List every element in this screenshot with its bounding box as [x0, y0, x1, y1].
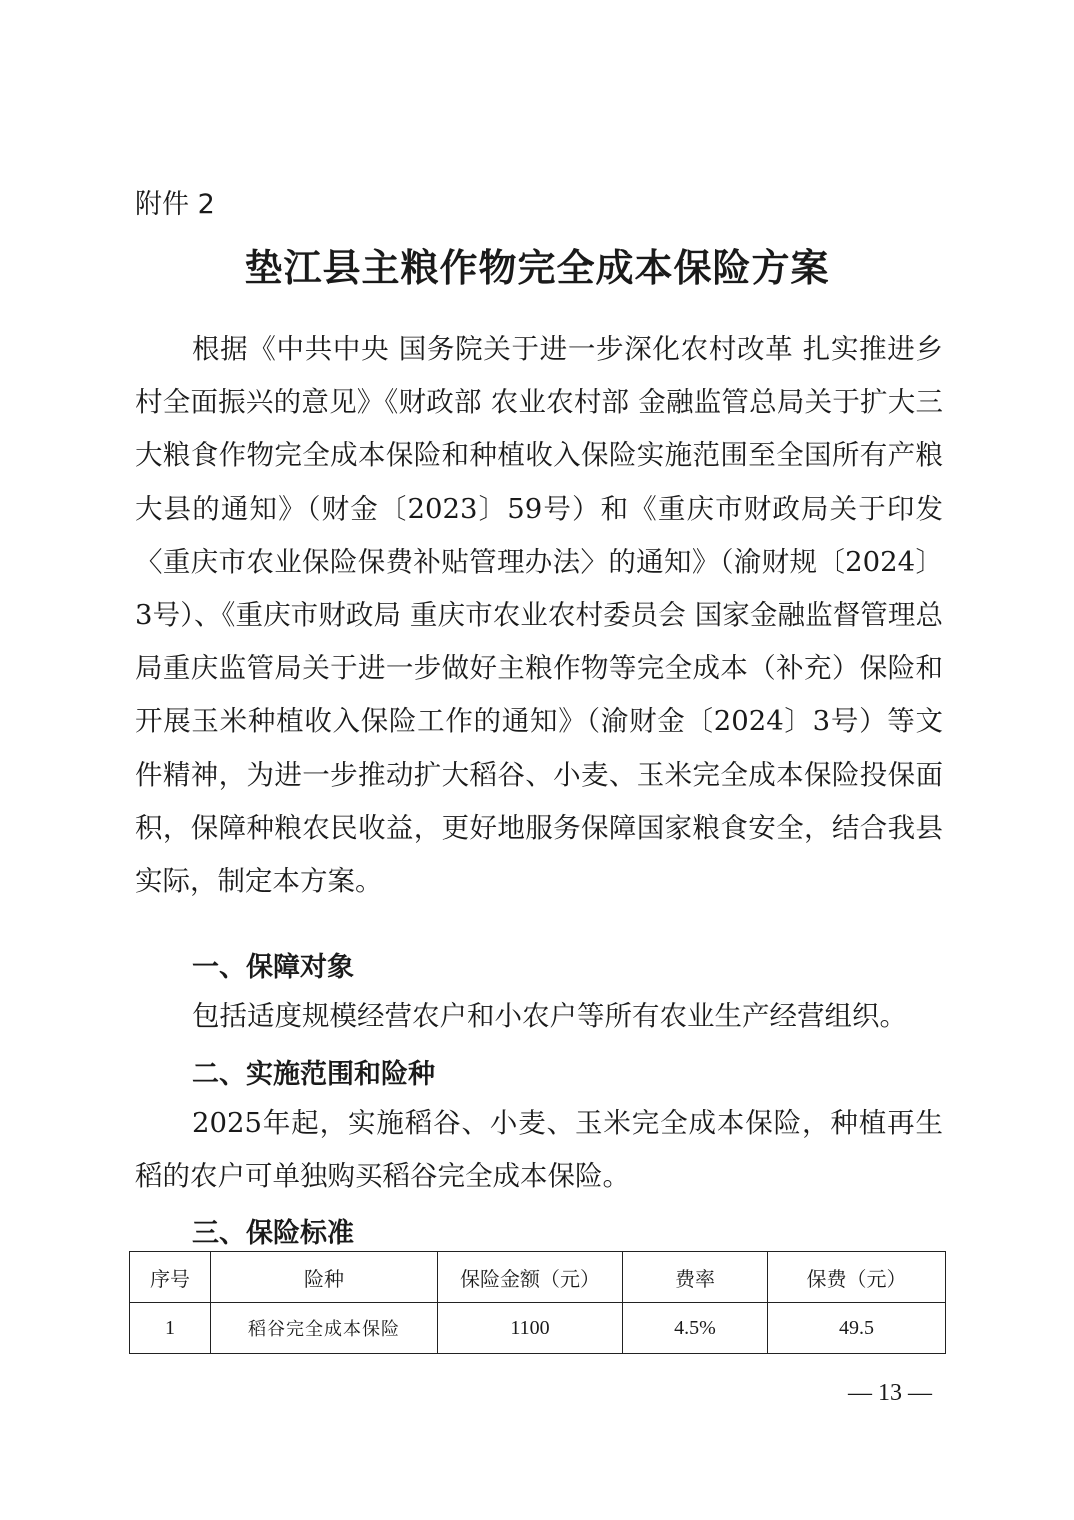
document-title: 垫江县主粮作物完全成本保险方案	[244, 245, 830, 290]
section-heading-2: 二、实施范围和险种	[192, 1059, 435, 1090]
section-text-2: 2025年起，实施稻谷、小麦、玉米完全成本保险，种植再生稻的农户可单独购买稻谷完全成本保险。	[135, 1107, 943, 1193]
premium-table	[129, 1251, 946, 1354]
cell-insured-amount: 1100	[438, 1303, 623, 1354]
header-insurance-type: 险种	[211, 1252, 438, 1303]
header-insured-amount: 保险金额（元）	[438, 1252, 623, 1303]
cell-index: 1	[130, 1303, 211, 1354]
page-number: — 13 —	[848, 1380, 932, 1406]
table-row	[130, 1303, 946, 1354]
cell-premium: 49.5	[768, 1303, 946, 1354]
section-heading-1: 一、保障对象	[192, 952, 354, 983]
section-heading-3: 三、保险标准	[192, 1218, 354, 1249]
intro-paragraph: 根据《中共中央 国务院关于进一步深化农村改革 扎实推进乡村全面振兴的意见》《财政部 农业农村部 金融监管总局关于扩大三大粮食作物完全成本保险和种植收入保险实施范围至全国所有产粮大县的通知》（财金〔2023〕59号）和《重庆市财政局关于印发〈重庆市农业保险保费补贴管理办法〉的通知》（渝财规〔2024〕3号）、《重庆市财政局 重庆市农业农村委员会 国家金融监督管理总局重庆监管局关于进一步做好主粮作物等完全成本（补充）保险和开展玉米种植收入保险工作的通知》（渝财金〔2024〕3号）等文件精神，为进一步推动扩大稻谷、小麦、玉米完全成本保险投保面积，保障种粮农民收益，更好地服务保障国家粮食安全，结合我县实际，制定本方案。	[135, 333, 943, 898]
header-rate: 费率	[623, 1252, 768, 1303]
header-index: 序号	[130, 1252, 211, 1303]
cell-rate: 4.5%	[623, 1303, 768, 1354]
section-text-1: 包括适度规模经营农户和小农户等所有农业生产经营组织。	[192, 1000, 907, 1032]
header-premium: 保费（元）	[768, 1252, 946, 1303]
attachment-label: 附件 2	[135, 189, 215, 220]
cell-insurance-type: 稻谷完全成本保险	[211, 1303, 438, 1354]
table-header-row	[130, 1252, 946, 1303]
